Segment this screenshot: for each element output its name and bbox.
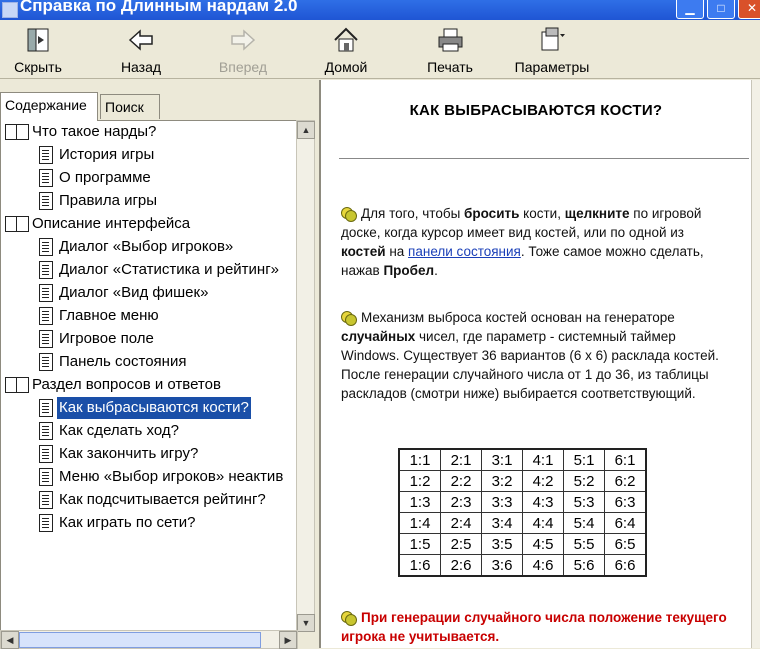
tab-contents[interactable]: Содержание xyxy=(0,92,98,121)
close-icon: ✕ xyxy=(746,1,758,15)
page-icon xyxy=(39,169,53,187)
options-button[interactable]: Параметры xyxy=(508,26,596,76)
forward-button[interactable]: Вперед xyxy=(212,26,274,76)
tree-item[interactable]: Как играть по сети? xyxy=(1,512,295,534)
page-icon xyxy=(39,422,53,440)
paragraph-throw: Для того, чтобы бросить кости, щелкните по игровой доске, когда курсор имеет вид костей, или по одной из костей на панели состояния. Тоже самое можно сделать, нажав Пробел. xyxy=(341,206,704,278)
home-icon xyxy=(332,26,360,54)
page-icon xyxy=(39,307,53,325)
topic-pane xyxy=(319,80,760,648)
navigation-pane xyxy=(0,80,313,648)
page-icon xyxy=(39,146,53,164)
table-row: 1:2 2:2 3:2 4:2 5:2 6:2 xyxy=(399,471,646,492)
printer-icon xyxy=(436,26,464,54)
dice-bullet-icon xyxy=(341,611,355,624)
tree-horizontal-scrollbar[interactable] xyxy=(0,630,298,649)
tree-item[interactable]: Меню «Выбор игроков» неактив xyxy=(1,466,295,488)
tree-item[interactable]: Игровое поле xyxy=(1,328,295,350)
scroll-right-icon[interactable]: ▶ xyxy=(279,631,297,649)
tree-item[interactable]: Диалог «Выбор игроков» xyxy=(1,236,295,258)
scroll-up-icon[interactable]: ▲ xyxy=(297,121,315,139)
tree-item[interactable]: Как сделать ход? xyxy=(1,420,295,442)
tree-item[interactable]: Панель состояния xyxy=(1,351,295,373)
scroll-down-icon[interactable]: ▼ xyxy=(297,614,315,632)
app-icon xyxy=(2,2,18,18)
window-title: Справка по Длинным нардам 2.0 xyxy=(20,0,298,15)
page-icon xyxy=(39,284,53,302)
tree-item[interactable]: О программе xyxy=(1,167,295,189)
print-button[interactable]: Печать xyxy=(420,26,480,76)
page-icon xyxy=(39,261,53,279)
scroll-thumb[interactable] xyxy=(19,632,261,648)
tree-item[interactable]: Диалог «Статистика и рейтинг» xyxy=(1,259,295,281)
scroll-left-icon[interactable]: ◀ xyxy=(1,631,19,649)
table-row: 1:3 2:3 3:3 4:3 5:3 6:3 xyxy=(399,492,646,513)
forward-arrow-icon xyxy=(229,26,257,54)
open-book-icon xyxy=(5,216,29,232)
book-icon xyxy=(5,124,29,140)
topic-title: КАК ВЫБРАСЫВАЮТСЯ КОСТИ? xyxy=(409,102,663,119)
options-icon xyxy=(538,26,566,54)
tree-item[interactable]: Диалог «Вид фишек» xyxy=(1,282,295,304)
home-button[interactable]: Домой xyxy=(318,26,374,76)
hide-icon xyxy=(24,26,52,54)
table-row: 1:1 2:1 3:1 4:1 5:1 6:1 xyxy=(399,449,646,471)
table-row: 1:5 2:5 3:5 4:5 5:5 6:5 xyxy=(399,534,646,555)
minimize-button[interactable] xyxy=(676,0,704,19)
page-icon xyxy=(39,468,53,486)
open-book-icon xyxy=(5,377,29,393)
page-icon xyxy=(39,399,53,417)
divider xyxy=(339,158,749,159)
hide-button[interactable]: Скрыть xyxy=(8,26,68,76)
page-icon xyxy=(39,330,53,348)
page-icon xyxy=(39,192,53,210)
table-row: 1:6 2:6 3:6 4:6 5:6 6:6 xyxy=(399,555,646,577)
paragraph-note: При генерации случайного числа положение текущего игрока не учитывается. xyxy=(341,610,727,644)
toolbar xyxy=(0,20,760,79)
paragraph-mechanism: Механизм выброса костей основан на генераторе случайных чисел, где параметр - системный таймер Windows. Существует 36 вариантов (6 x 6) расклада костей. После генерации случайного числа от 1 до 36, из таблицы раскладов (смотри ниже) выбирается соответствующий. xyxy=(341,310,719,401)
tree-vertical-scrollbar[interactable] xyxy=(296,120,315,632)
tree-item-selected[interactable]: Как выбрасываются кости? xyxy=(1,397,295,419)
dice-bullet-icon xyxy=(341,207,355,220)
topic-vertical-scrollbar[interactable] xyxy=(751,80,760,648)
tree-item[interactable]: Как закончить игру? xyxy=(1,443,295,465)
tree-item[interactable]: История игры xyxy=(1,144,295,166)
tree-item[interactable]: Описание интерфейса xyxy=(1,213,295,235)
tree-item[interactable]: Главное меню xyxy=(1,305,295,327)
status-panel-link[interactable]: панели состояния xyxy=(408,244,521,259)
tree-item[interactable]: Что такое нарды? xyxy=(1,121,295,143)
tree-item[interactable]: Как подсчитывается рейтинг? xyxy=(1,489,295,511)
dice-bullet-icon xyxy=(341,311,355,324)
dice-combinations-table xyxy=(398,448,647,577)
tree-item[interactable]: Правила игры xyxy=(1,190,295,212)
table-row: 1:4 2:4 3:4 4:4 5:4 6:4 xyxy=(399,513,646,534)
page-icon xyxy=(39,238,53,256)
back-button[interactable]: Назад xyxy=(112,26,170,76)
page-icon xyxy=(39,491,53,509)
contents-tree xyxy=(0,120,298,649)
page-icon xyxy=(39,445,53,463)
page-icon xyxy=(39,353,53,371)
maximize-icon: □ xyxy=(717,1,725,15)
back-arrow-icon xyxy=(127,26,155,54)
topic-content xyxy=(321,80,751,648)
maximize-button[interactable] xyxy=(707,0,735,19)
title-bar xyxy=(0,0,760,20)
page-icon xyxy=(39,514,53,532)
tab-search[interactable]: Поиск xyxy=(100,94,160,119)
close-button[interactable] xyxy=(738,0,760,19)
tree-item[interactable]: Раздел вопросов и ответов xyxy=(1,374,295,396)
minimize-icon: ▁ xyxy=(685,1,695,15)
nav-tabs xyxy=(0,94,313,120)
